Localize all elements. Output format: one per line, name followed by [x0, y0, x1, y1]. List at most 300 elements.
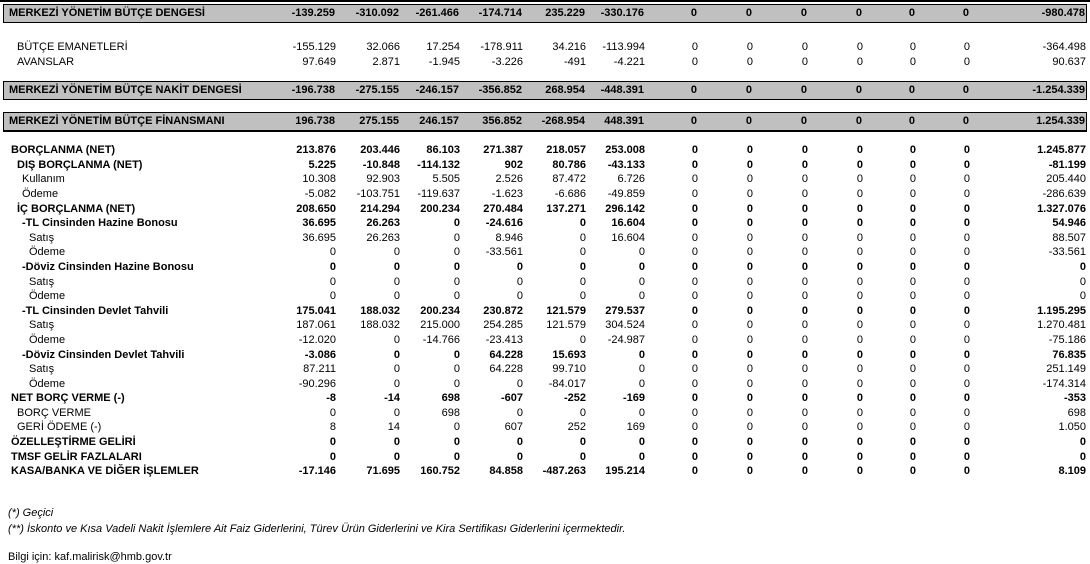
value-cell: 0 [393, 290, 400, 303]
value-cell: 0 [856, 246, 863, 259]
value-cell: 0 [746, 202, 753, 215]
value-cell: 270.484 [483, 202, 523, 215]
value-cell: -14.766 [422, 333, 460, 346]
value-cell: 0 [801, 217, 808, 230]
value-cell: 0 [453, 421, 460, 434]
value-cell: 36.695 [302, 231, 336, 244]
value-cell: 1.245.877 [1037, 144, 1086, 157]
value-cell: 0 [638, 377, 645, 390]
value-cell: -114.132 [417, 158, 460, 171]
value-cell: 0 [691, 144, 698, 157]
value-cell: 17.254 [426, 41, 460, 53]
value-cell: 0 [909, 290, 916, 303]
value-cell: 0 [801, 246, 808, 259]
value-cell: 0 [801, 231, 808, 244]
value-cell: 1.195.295 [1037, 304, 1086, 317]
value-cell: 0 [801, 41, 808, 53]
value-cell: 15.693 [552, 348, 586, 361]
value-cell: 0 [963, 202, 970, 215]
value-cell: 0 [746, 319, 753, 332]
value-cell: 0 [691, 377, 698, 390]
value-cell: 0 [329, 436, 336, 449]
value-cell: 0 [856, 187, 863, 200]
value-cell: 0 [856, 436, 863, 449]
value-cell: -81.199 [1048, 158, 1086, 171]
value-cell: 0 [393, 450, 400, 463]
value-cell: 0 [691, 231, 698, 244]
value-cell: 296.142 [605, 202, 645, 215]
row-label: BÜTÇE EMANETLERİ [17, 41, 128, 53]
value-cell: 275.155 [359, 115, 399, 128]
table-row [3, 158, 1087, 173]
value-cell: -10.848 [362, 158, 400, 171]
row-label: -TL Cinsinden Devlet Tahvili [22, 304, 169, 317]
budget-financing-table [0, 2, 1090, 564]
value-cell: 0 [801, 158, 808, 171]
value-cell: 0 [856, 465, 863, 478]
value-cell: 0 [909, 377, 916, 390]
table-row [3, 435, 1087, 450]
value-cell: 0 [801, 436, 808, 449]
value-cell: -155.129 [292, 41, 336, 53]
value-cell: 0 [393, 363, 400, 376]
value-cell: 0 [746, 158, 753, 171]
value-cell: 0 [745, 7, 752, 19]
value-cell: 698 [441, 392, 460, 405]
row-label: MERKEZİ YÖNETİM BÜTÇE DENGESİ [9, 7, 205, 19]
section-header-row [3, 4, 1087, 23]
value-cell: 208.650 [296, 202, 336, 215]
value-cell: 0 [453, 231, 460, 244]
value-cell: 0 [963, 260, 970, 273]
value-cell: 0 [745, 84, 752, 97]
value-cell: 0 [691, 465, 698, 478]
value-cell: 1.050 [1058, 421, 1086, 434]
value-cell: 64.228 [489, 363, 523, 376]
value-cell: 0 [638, 363, 645, 376]
table-row [3, 391, 1087, 406]
value-cell: 0 [1079, 260, 1086, 273]
value-cell: 0 [855, 7, 862, 19]
value-cell: 26.263 [366, 231, 400, 244]
value-cell: 0 [963, 406, 970, 419]
value-cell: 0 [516, 436, 523, 449]
value-cell: 0 [453, 377, 460, 390]
value-cell: 10.308 [302, 173, 336, 186]
value-cell: 246.157 [419, 115, 459, 128]
row-label: MERKEZİ YÖNETİM BÜTÇE NAKİT DENGESİ [9, 84, 242, 97]
value-cell: 200.234 [420, 304, 460, 317]
value-cell: 0 [909, 333, 916, 346]
value-cell: -174.314 [1042, 377, 1086, 390]
value-cell: 0 [691, 348, 698, 361]
value-cell: 0 [801, 260, 808, 273]
value-cell: 252 [567, 421, 586, 434]
row-label: AVANSLAR [17, 55, 75, 68]
value-cell: 0 [691, 275, 698, 288]
row-label: İÇ BORÇLANMA (NET) [17, 202, 136, 215]
value-cell: 8 [329, 421, 336, 434]
value-cell: 0 [691, 202, 698, 215]
value-cell: 0 [746, 421, 753, 434]
value-cell: 0 [329, 275, 336, 288]
value-cell: 0 [908, 7, 915, 19]
table-row [3, 55, 1087, 70]
value-cell: 0 [746, 290, 753, 303]
value-cell: 195.214 [605, 465, 645, 478]
value-cell: 0 [856, 450, 863, 463]
value-cell: -196.738 [291, 84, 335, 97]
value-cell: 0 [801, 187, 808, 200]
value-cell: 1.254.339 [1036, 115, 1085, 128]
value-cell: 0 [1079, 275, 1086, 288]
value-cell: 0 [691, 246, 698, 259]
value-cell: 0 [963, 246, 970, 259]
value-cell: 0 [745, 115, 752, 128]
table-row [3, 362, 1087, 377]
row-label: Ödeme [29, 290, 66, 303]
row-label: Ödeme [22, 187, 59, 200]
value-cell: 214.294 [360, 202, 400, 215]
value-cell: 6.726 [617, 173, 645, 186]
value-cell: 0 [856, 158, 863, 171]
value-cell: 0 [856, 348, 863, 361]
table-row [3, 40, 1087, 55]
value-cell: 0 [909, 55, 916, 68]
value-cell: 0 [516, 290, 523, 303]
value-cell: 0 [856, 173, 863, 186]
value-cell: 86.103 [426, 144, 460, 157]
value-cell: -119.637 [417, 187, 460, 200]
value-cell: 0 [691, 436, 698, 449]
value-cell: 0 [856, 217, 863, 230]
value-cell: 0 [638, 260, 645, 273]
value-cell: 2.526 [495, 173, 523, 186]
value-cell: 0 [638, 348, 645, 361]
row-label: -Döviz Cinsinden Hazine Bonosu [22, 260, 194, 273]
value-cell: -24.616 [485, 217, 523, 230]
table-row [3, 260, 1087, 275]
value-cell: 0 [638, 246, 645, 259]
value-cell: 90.637 [1052, 55, 1086, 68]
row-label: Satış [29, 275, 55, 288]
value-cell: 254.285 [483, 319, 523, 332]
value-cell: 0 [746, 348, 753, 361]
row-gap [3, 100, 1087, 112]
row-label: DIŞ BORÇLANMA (NET) [17, 158, 143, 171]
value-cell: 0 [909, 173, 916, 186]
value-cell: 0 [963, 275, 970, 288]
value-cell: -353 [1063, 392, 1086, 405]
value-cell: 0 [1079, 450, 1086, 463]
table-row [3, 420, 1087, 435]
table-row [3, 275, 1087, 290]
value-cell: 0 [963, 217, 970, 230]
value-cell: 0 [801, 144, 808, 157]
value-cell: 0 [909, 450, 916, 463]
value-cell: 188.032 [360, 319, 400, 332]
value-cell: 0 [801, 421, 808, 434]
value-cell: 213.876 [296, 144, 336, 157]
value-cell: 0 [801, 173, 808, 186]
value-cell: 0 [801, 450, 808, 463]
contact-info: Bilgi için: kaf.malirisk@hmb.gov.tr [8, 550, 172, 563]
row-label: -TL Cinsinden Hazine Bonosu [22, 217, 178, 230]
value-cell: -49.859 [607, 187, 645, 200]
value-cell: 271.387 [483, 144, 523, 157]
value-cell: 230.872 [483, 304, 523, 317]
table-row [3, 406, 1087, 421]
row-label: NET BORÇ VERME (-) [11, 392, 125, 405]
value-cell: 902 [504, 158, 523, 171]
value-cell: 0 [963, 377, 970, 390]
value-cell: 121.579 [546, 319, 586, 332]
value-cell: 0 [453, 363, 460, 376]
value-cell: 218.057 [546, 144, 586, 157]
value-cell: -33.561 [485, 246, 523, 259]
value-cell: 0 [856, 406, 863, 419]
value-cell: 0 [746, 260, 753, 273]
value-cell: 0 [516, 260, 523, 273]
value-cell: 0 [909, 41, 916, 53]
value-cell: 32.066 [366, 41, 400, 53]
value-cell: 0 [638, 436, 645, 449]
value-cell: 0 [962, 84, 969, 97]
value-cell: 0 [691, 363, 698, 376]
value-cell: 0 [962, 115, 969, 128]
row-label: BORÇLANMA (NET) [11, 144, 116, 157]
value-cell: 0 [393, 275, 400, 288]
value-cell: 0 [963, 319, 970, 332]
value-cell: 0 [909, 304, 916, 317]
value-cell: 99.710 [552, 363, 586, 376]
value-cell: 80.786 [552, 158, 586, 171]
value-cell: 92.903 [366, 173, 400, 186]
value-cell: 14 [387, 421, 400, 434]
value-cell: 0 [963, 231, 970, 244]
value-cell: 0 [1079, 290, 1086, 303]
row-label: GERİ ÖDEME (-) [17, 421, 102, 434]
value-cell: 87.211 [303, 363, 336, 376]
value-cell: 0 [746, 187, 753, 200]
value-cell: 0 [453, 348, 460, 361]
value-cell: 0 [579, 231, 586, 244]
value-cell: 0 [746, 304, 753, 317]
value-cell: 0 [800, 84, 807, 97]
value-cell: -139.259 [291, 7, 335, 19]
value-cell: 0 [801, 363, 808, 376]
value-cell: 5.505 [432, 173, 460, 186]
value-cell: 64.228 [489, 348, 523, 361]
row-label: MERKEZİ YÖNETİM BÜTÇE FİNANSMANI [9, 115, 225, 128]
value-cell: 0 [801, 333, 808, 346]
value-cell: 279.537 [605, 304, 645, 317]
value-cell: 0 [691, 173, 698, 186]
value-cell: -5.082 [304, 187, 336, 200]
value-cell: 0 [856, 421, 863, 434]
value-cell: 0 [329, 290, 336, 303]
value-cell: -448.391 [600, 84, 644, 97]
footnote-interest-expenses: (**) İskonto ve Kısa Vadeli Nakit İşlemlere Ait Faiz Giderlerini, Türev Ürün Giderlerini ve Kira Sertifikası Giderlerini içermektedir. [8, 523, 626, 536]
value-cell: 0 [746, 246, 753, 259]
value-cell: 0 [909, 246, 916, 259]
value-cell: 0 [691, 158, 698, 171]
value-cell: -268.954 [541, 115, 585, 128]
value-cell: 0 [691, 55, 698, 68]
value-cell: 0 [801, 392, 808, 405]
value-cell: 0 [909, 436, 916, 449]
value-cell: 0 [393, 406, 400, 419]
value-cell: 169 [626, 421, 645, 434]
value-cell: 0 [579, 290, 586, 303]
value-cell: 0 [691, 421, 698, 434]
value-cell: 0 [909, 406, 916, 419]
value-cell: 0 [963, 304, 970, 317]
value-cell: -174.714 [478, 7, 522, 19]
table-row [3, 245, 1087, 260]
value-cell: 253.008 [605, 144, 645, 157]
value-cell: 0 [579, 260, 586, 273]
row-gap [3, 23, 1087, 40]
value-cell: 0 [579, 450, 586, 463]
value-cell: 607 [504, 421, 523, 434]
value-cell: 0 [746, 363, 753, 376]
row-label: Satış [29, 363, 55, 376]
value-cell: 54.946 [1052, 217, 1086, 230]
value-cell: 97.649 [302, 55, 336, 68]
rows-container [3, 4, 1087, 479]
value-cell: 0 [801, 202, 808, 215]
table-row [3, 318, 1087, 333]
table-row [3, 187, 1087, 202]
value-cell: 268.954 [545, 84, 585, 97]
value-cell: 0 [801, 406, 808, 419]
value-cell: 0 [909, 319, 916, 332]
value-cell: 0 [393, 333, 400, 346]
value-cell: 26.263 [366, 217, 400, 230]
row-label: Ödeme [29, 333, 66, 346]
value-cell: 0 [963, 158, 970, 171]
value-cell: -12.020 [298, 333, 336, 346]
value-cell: -103.751 [356, 187, 400, 200]
value-cell: 0 [801, 275, 808, 288]
value-cell: 0 [962, 7, 969, 19]
value-cell: 0 [909, 202, 916, 215]
value-cell: 0 [691, 260, 698, 273]
value-cell: 0 [746, 406, 753, 419]
value-cell: 16.604 [611, 217, 645, 230]
value-cell: 0 [746, 55, 753, 68]
value-cell: 0 [856, 144, 863, 157]
value-cell: 0 [746, 436, 753, 449]
value-cell: 0 [579, 333, 586, 346]
value-cell: 0 [1079, 436, 1086, 449]
value-cell: 0 [690, 115, 697, 128]
value-cell: 0 [909, 217, 916, 230]
value-cell: 356.852 [482, 115, 522, 128]
table-row [3, 464, 1087, 479]
value-cell: 175.041 [296, 304, 336, 317]
value-cell: 0 [638, 450, 645, 463]
value-cell: 0 [963, 333, 970, 346]
table-row [3, 333, 1087, 348]
value-cell: 8.109 [1058, 465, 1086, 478]
value-cell: 0 [909, 392, 916, 405]
value-cell: 0 [856, 304, 863, 317]
value-cell: 0 [800, 7, 807, 19]
value-cell: 0 [963, 173, 970, 186]
value-cell: 0 [801, 377, 808, 390]
value-cell: 0 [453, 217, 460, 230]
value-cell: -364.498 [1042, 41, 1086, 53]
value-cell: 0 [746, 173, 753, 186]
value-cell: 235.229 [545, 7, 585, 19]
value-cell: 8.946 [495, 231, 523, 244]
value-cell: 0 [691, 217, 698, 230]
value-cell: 0 [909, 158, 916, 171]
value-cell: 0 [691, 304, 698, 317]
value-cell: -1.945 [428, 55, 460, 68]
value-cell: 0 [746, 41, 753, 53]
value-cell: 0 [909, 275, 916, 288]
value-cell: 0 [691, 290, 698, 303]
value-cell: -8 [326, 392, 336, 405]
value-cell: -169 [622, 392, 645, 405]
row-label: -Döviz Cinsinden Devlet Tahvili [22, 348, 185, 361]
row-label: Ödeme [29, 246, 66, 259]
value-cell: 0 [908, 115, 915, 128]
value-cell: 160.752 [420, 465, 460, 478]
value-cell: 1.327.076 [1037, 202, 1086, 215]
value-cell: 0 [856, 377, 863, 390]
value-cell: 0 [393, 436, 400, 449]
value-cell: -261.466 [415, 7, 459, 19]
value-cell: 0 [856, 319, 863, 332]
value-cell: 0 [909, 363, 916, 376]
value-cell: 0 [393, 246, 400, 259]
value-cell: 0 [856, 202, 863, 215]
value-cell: 0 [516, 450, 523, 463]
value-cell: 0 [963, 187, 970, 200]
value-cell: 36.695 [302, 217, 336, 230]
value-cell: 71.695 [366, 465, 400, 478]
row-label: BORÇ VERME [17, 406, 91, 419]
value-cell: 2.871 [372, 55, 400, 68]
value-cell: -980.478 [1041, 7, 1085, 19]
value-cell: 0 [963, 392, 970, 405]
value-cell: 0 [856, 260, 863, 273]
value-cell: 196.738 [295, 115, 335, 128]
value-cell: -252 [563, 392, 586, 405]
value-cell: 121.579 [546, 304, 586, 317]
value-cell: 0 [963, 465, 970, 478]
value-cell: -275.155 [355, 84, 399, 97]
row-label: Satış [29, 319, 55, 332]
value-cell: 0 [963, 55, 970, 68]
footnotes [3, 505, 1087, 538]
value-cell: 698 [1067, 406, 1086, 419]
value-cell: 84.858 [489, 465, 523, 478]
value-cell: 0 [963, 421, 970, 434]
value-cell: 0 [579, 436, 586, 449]
value-cell: 0 [746, 144, 753, 157]
row-label: TMSF GELİR FAZLALARI [11, 450, 142, 463]
value-cell: -17.146 [298, 465, 336, 478]
value-cell: 0 [801, 465, 808, 478]
table-row [3, 348, 1087, 363]
value-cell: 0 [691, 187, 698, 200]
row-gap [3, 132, 1087, 143]
